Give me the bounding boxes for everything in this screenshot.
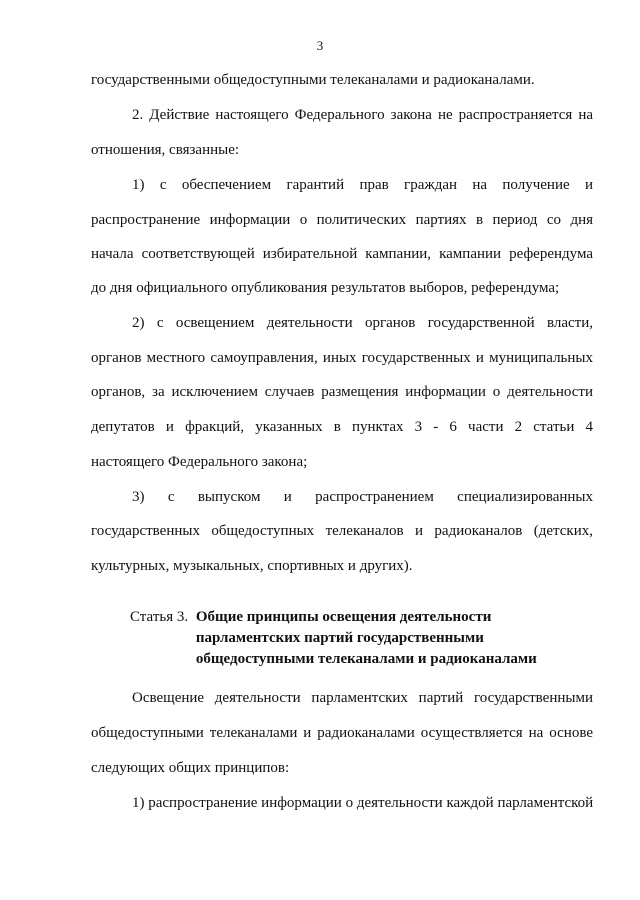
text-line: органов местного самоуправления, иных государственных и муниципальных xyxy=(91,350,593,366)
text-line: Освещение деятельности парламентских партий государственными xyxy=(132,690,593,706)
text-line: общедоступными телеканалами и радиоканалами осуществляется на основе xyxy=(91,725,593,741)
text-line: 3) с выпуском и распространением специализированных xyxy=(132,489,593,505)
article-title-line: Общие принципы освещения деятельности xyxy=(195,609,492,625)
text-line: 1) с обеспечением гарантий прав граждан на получение и xyxy=(132,177,593,193)
article-heading xyxy=(130,607,537,670)
text-line: 2) с освещением деятельности органов государственной власти, xyxy=(132,315,593,331)
text-line: настоящего Федерального закона; xyxy=(91,454,308,470)
text-line: распространение информации о политических партиях в период со дня xyxy=(91,212,593,228)
text-line: депутатов и фракций, указанных в пунктах 3 - 6 части 2 статьи 4 xyxy=(91,419,593,435)
page-number: 3 xyxy=(316,38,324,53)
text-line: 2. Действие настоящего Федерального закона не распространяется на xyxy=(132,107,593,123)
text-line: начала соответствующей избирательной кампании, кампании референдума xyxy=(91,246,593,262)
text-line: следующих общих принципов: xyxy=(91,760,290,776)
article-title xyxy=(196,607,537,670)
text-line: 1) распространение информации о деятельности каждой парламентской xyxy=(132,795,594,811)
text-line: государственными общедоступными телеканалами и радиоканалами. xyxy=(91,72,535,88)
text-line: до дня официального опубликования результатов выборов, референдума; xyxy=(91,280,560,296)
article-label: Статья 3. xyxy=(130,609,189,625)
text-line: отношения, связанные: xyxy=(91,142,240,158)
article-title-line: парламентских партий государственными xyxy=(195,630,484,646)
text-line: государственных общедоступных телеканалов и радиоканалов (детских, xyxy=(91,523,593,539)
article-title-line: общедоступными телеканалами и радиоканалами xyxy=(195,651,537,667)
text-line: органов, за исключением случаев размещения информации о деятельности xyxy=(91,384,593,400)
text-line: культурных, музыкальных, спортивных и других). xyxy=(91,558,413,574)
